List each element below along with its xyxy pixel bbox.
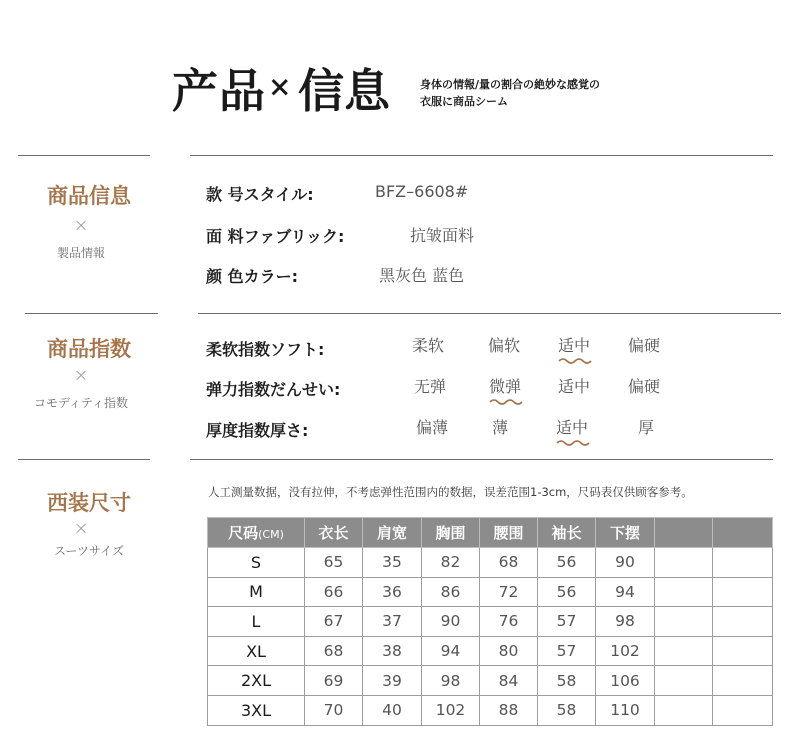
column-header — [713, 518, 773, 548]
elasticity-option: 适中 — [558, 377, 591, 396]
selected-wave-marker — [489, 398, 525, 406]
table-row — [208, 666, 773, 696]
table-cell: 67 — [305, 607, 363, 637]
table-cell: 68 — [480, 548, 538, 578]
fabric-value: 抗皱面料 — [410, 226, 475, 245]
table-cell: 98 — [596, 607, 655, 637]
style-label: 款 号スタイル: — [206, 185, 314, 204]
size-cell: 2XL — [208, 666, 305, 696]
section-cross-icon: × — [73, 365, 89, 386]
section-subtitle-size-chart: スーツサイズ — [54, 544, 124, 558]
style-value: BFZ–6608# — [375, 182, 469, 201]
column-header: 腰围 — [480, 518, 538, 548]
section-title-product-info: 商品信息 — [47, 184, 131, 208]
table-cell: 69 — [305, 666, 363, 696]
size-cell: 3XL — [208, 695, 305, 725]
unit-label: (CM) — [258, 528, 284, 541]
table-row — [208, 607, 773, 637]
table-cell: 94 — [596, 577, 655, 607]
page-subtitle — [420, 76, 600, 110]
softness-option: 偏软 — [488, 336, 521, 355]
table-cell: 90 — [596, 548, 655, 578]
divider-right-1 — [190, 155, 773, 156]
thickness-option-selected-text: 适中 — [556, 418, 589, 437]
table-cell — [713, 666, 773, 696]
table-cell: 58 — [538, 695, 596, 725]
size-cell: M — [208, 577, 305, 607]
color-value: 黑灰色 蓝色 — [379, 266, 465, 285]
table-cell: 90 — [422, 607, 480, 637]
table-cell: 110 — [596, 695, 655, 725]
table-cell — [655, 548, 713, 578]
table-cell: 40 — [363, 695, 422, 725]
table-cell: 37 — [363, 607, 422, 637]
table-cell: 58 — [538, 666, 596, 696]
table-cell: 88 — [480, 695, 538, 725]
column-header — [208, 518, 305, 548]
size-table — [207, 517, 773, 726]
thickness-option: 厚 — [638, 418, 655, 437]
column-header: 下摆 — [596, 518, 655, 548]
column-header: 衣长 — [305, 518, 363, 548]
table-cell: 35 — [363, 548, 422, 578]
table-row — [208, 548, 773, 578]
page-title-right: 信息 — [298, 64, 390, 118]
elasticity-option-selected-text: 微弹 — [489, 377, 522, 396]
table-cell — [655, 577, 713, 607]
table-cell: 66 — [305, 577, 363, 607]
title-cross: × — [268, 70, 292, 103]
table-cell: 106 — [596, 666, 655, 696]
table-cell: 102 — [422, 695, 480, 725]
thickness-option: 薄 — [492, 418, 509, 437]
table-cell — [655, 695, 713, 725]
table-cell: 68 — [305, 636, 363, 666]
table-cell — [713, 636, 773, 666]
divider-left-3 — [18, 459, 150, 460]
table-cell: 76 — [480, 607, 538, 637]
column-header: 肩宽 — [363, 518, 422, 548]
table-cell — [713, 695, 773, 725]
table-cell — [655, 636, 713, 666]
softness-option: 偏硬 — [628, 336, 661, 355]
table-row — [208, 636, 773, 666]
table-cell — [655, 666, 713, 696]
section-title-product-index: 商品指数 — [47, 337, 131, 361]
subtitle-line-2: 衣服に商品シーム — [420, 95, 508, 108]
selected-wave-marker — [558, 357, 594, 365]
table-cell: 57 — [538, 607, 596, 637]
table-cell: 82 — [422, 548, 480, 578]
softness-option-selected-text: 适中 — [558, 336, 591, 355]
elasticity-option-selected — [489, 374, 521, 397]
table-cell — [713, 607, 773, 637]
selected-wave-marker — [556, 439, 592, 447]
elasticity-option: 无弹 — [414, 377, 447, 396]
table-cell: 102 — [596, 636, 655, 666]
table-header-row — [208, 518, 773, 548]
thickness-option: 偏薄 — [416, 418, 449, 437]
table-cell: 56 — [538, 548, 596, 578]
elasticity-label: 弹力指数だんせい: — [206, 380, 341, 399]
elasticity-option: 偏硬 — [628, 377, 661, 396]
divider-right-2 — [198, 313, 781, 314]
section-cross-icon: × — [73, 518, 89, 539]
table-cell: 86 — [422, 577, 480, 607]
column-header — [655, 518, 713, 548]
table-cell: 36 — [363, 577, 422, 607]
color-label: 颜 色カラー: — [206, 267, 298, 286]
divider-right-3 — [190, 459, 773, 460]
size-cell: L — [208, 607, 305, 637]
column-header: 胸围 — [422, 518, 480, 548]
section-title-size-chart: 西装尺寸 — [47, 491, 131, 515]
table-cell — [713, 548, 773, 578]
table-cell: 39 — [363, 666, 422, 696]
table-row — [208, 577, 773, 607]
table-cell: 56 — [538, 577, 596, 607]
thickness-option-selected — [556, 415, 588, 438]
size-cell: S — [208, 548, 305, 578]
table-row — [208, 695, 773, 725]
section-cross-icon: × — [73, 215, 89, 236]
subtitle-line-1: 身体の情報/量の割合の絶妙な感覚の — [420, 78, 601, 91]
divider-left-1 — [18, 155, 150, 156]
measurement-note: 人工测量数据，没有拉伸，不考虑弹性范围内的数据，误差范围1-3cm，尺码表仅供顾客参考。 — [208, 485, 693, 499]
table-cell: 72 — [480, 577, 538, 607]
softness-label: 柔软指数ソフト: — [206, 340, 325, 359]
softness-option: 柔软 — [412, 336, 445, 355]
table-cell: 80 — [480, 636, 538, 666]
table-cell: 57 — [538, 636, 596, 666]
table-cell — [655, 607, 713, 637]
divider-left-2 — [25, 313, 158, 314]
section-subtitle-product-index: コモディティ指数 — [33, 396, 129, 410]
fabric-label: 面 料ファブリック: — [206, 227, 345, 246]
table-cell — [713, 577, 773, 607]
size-cell: XL — [208, 636, 305, 666]
softness-option-selected — [558, 333, 590, 356]
page-title-left: 产品 — [172, 64, 266, 118]
table-cell: 94 — [422, 636, 480, 666]
column-header: 袖长 — [538, 518, 596, 548]
table-cell: 84 — [480, 666, 538, 696]
column-header-text: 尺码 — [228, 524, 259, 542]
thickness-label: 厚度指数厚さ: — [206, 421, 309, 440]
table-cell: 70 — [305, 695, 363, 725]
table-cell: 38 — [363, 636, 422, 666]
table-cell: 98 — [422, 666, 480, 696]
section-subtitle-product-info: 製品情報 — [56, 246, 105, 260]
table-cell: 65 — [305, 548, 363, 578]
